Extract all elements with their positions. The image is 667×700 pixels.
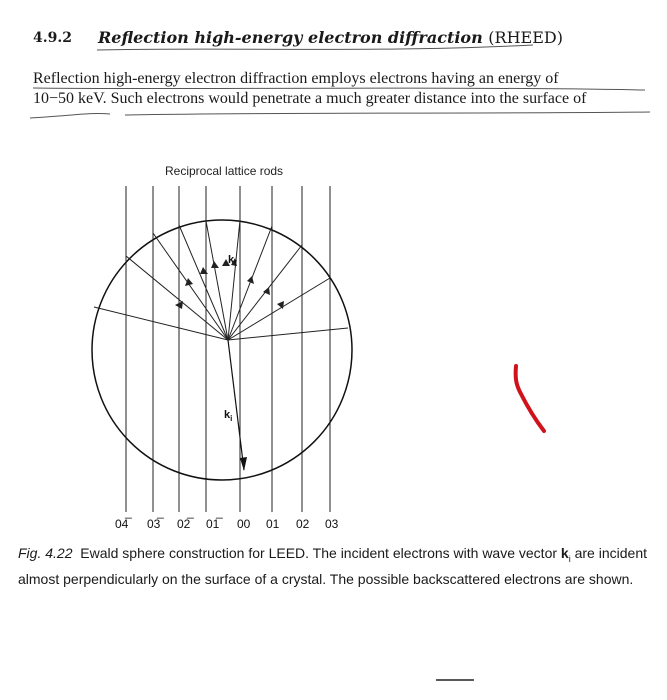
body-text-line-2: 10−50 keV. Such electrons would penetrate a much greater distance into the surface of: [33, 90, 587, 107]
title-underline: [97, 45, 533, 50]
ki-label: $k_i$: [224, 409, 233, 423]
index-label: 01̅: [206, 517, 220, 531]
caption-figure-number: Fig. 4.22: [18, 545, 73, 561]
scattered-vectors: [94, 220, 348, 340]
caption-text-a: Ewald sphere construction for LEED. The incident electrons with wave vector: [80, 545, 558, 561]
index-label: 00: [237, 517, 251, 531]
section-title-text: Reflection high-energy electron diffraction: [98, 28, 483, 47]
caption-text-b: are incident almost perpendicularly on the surface of a crystal. The possible backscattered electrons are shown.: [18, 545, 647, 587]
index-label: 04̅: [115, 517, 129, 531]
ki-vector: [228, 340, 244, 470]
figure-caption: [18, 543, 663, 589]
index-label: 01: [266, 517, 280, 531]
pen-underlines: [30, 45, 650, 118]
body-underline-2: [30, 113, 110, 118]
section-number: 4.9.2: [33, 30, 72, 46]
ki-arrowhead: [240, 457, 247, 471]
caption-k-subscript: i: [568, 553, 571, 564]
rods-label: Reciprocal lattice rods: [165, 164, 284, 178]
section-title-abbr: (RHEED): [488, 28, 563, 47]
kf-label: $k_f$: [228, 254, 237, 268]
ewald-sphere: [92, 220, 352, 480]
caption-k-variable: k: [560, 545, 569, 561]
index-label: 03̅: [147, 517, 161, 531]
body-text-line-1: Reflection high-energy electron diffraction employs electrons having an energy of: [33, 70, 559, 87]
index-label: 02: [296, 517, 310, 531]
index-label: 02̅: [177, 517, 191, 531]
red-pen-mark: [516, 366, 544, 431]
body-underline-1: [33, 88, 645, 90]
body-underline-3: [125, 112, 650, 115]
rod-index-labels: [115, 517, 339, 531]
index-label: 03: [325, 517, 339, 531]
